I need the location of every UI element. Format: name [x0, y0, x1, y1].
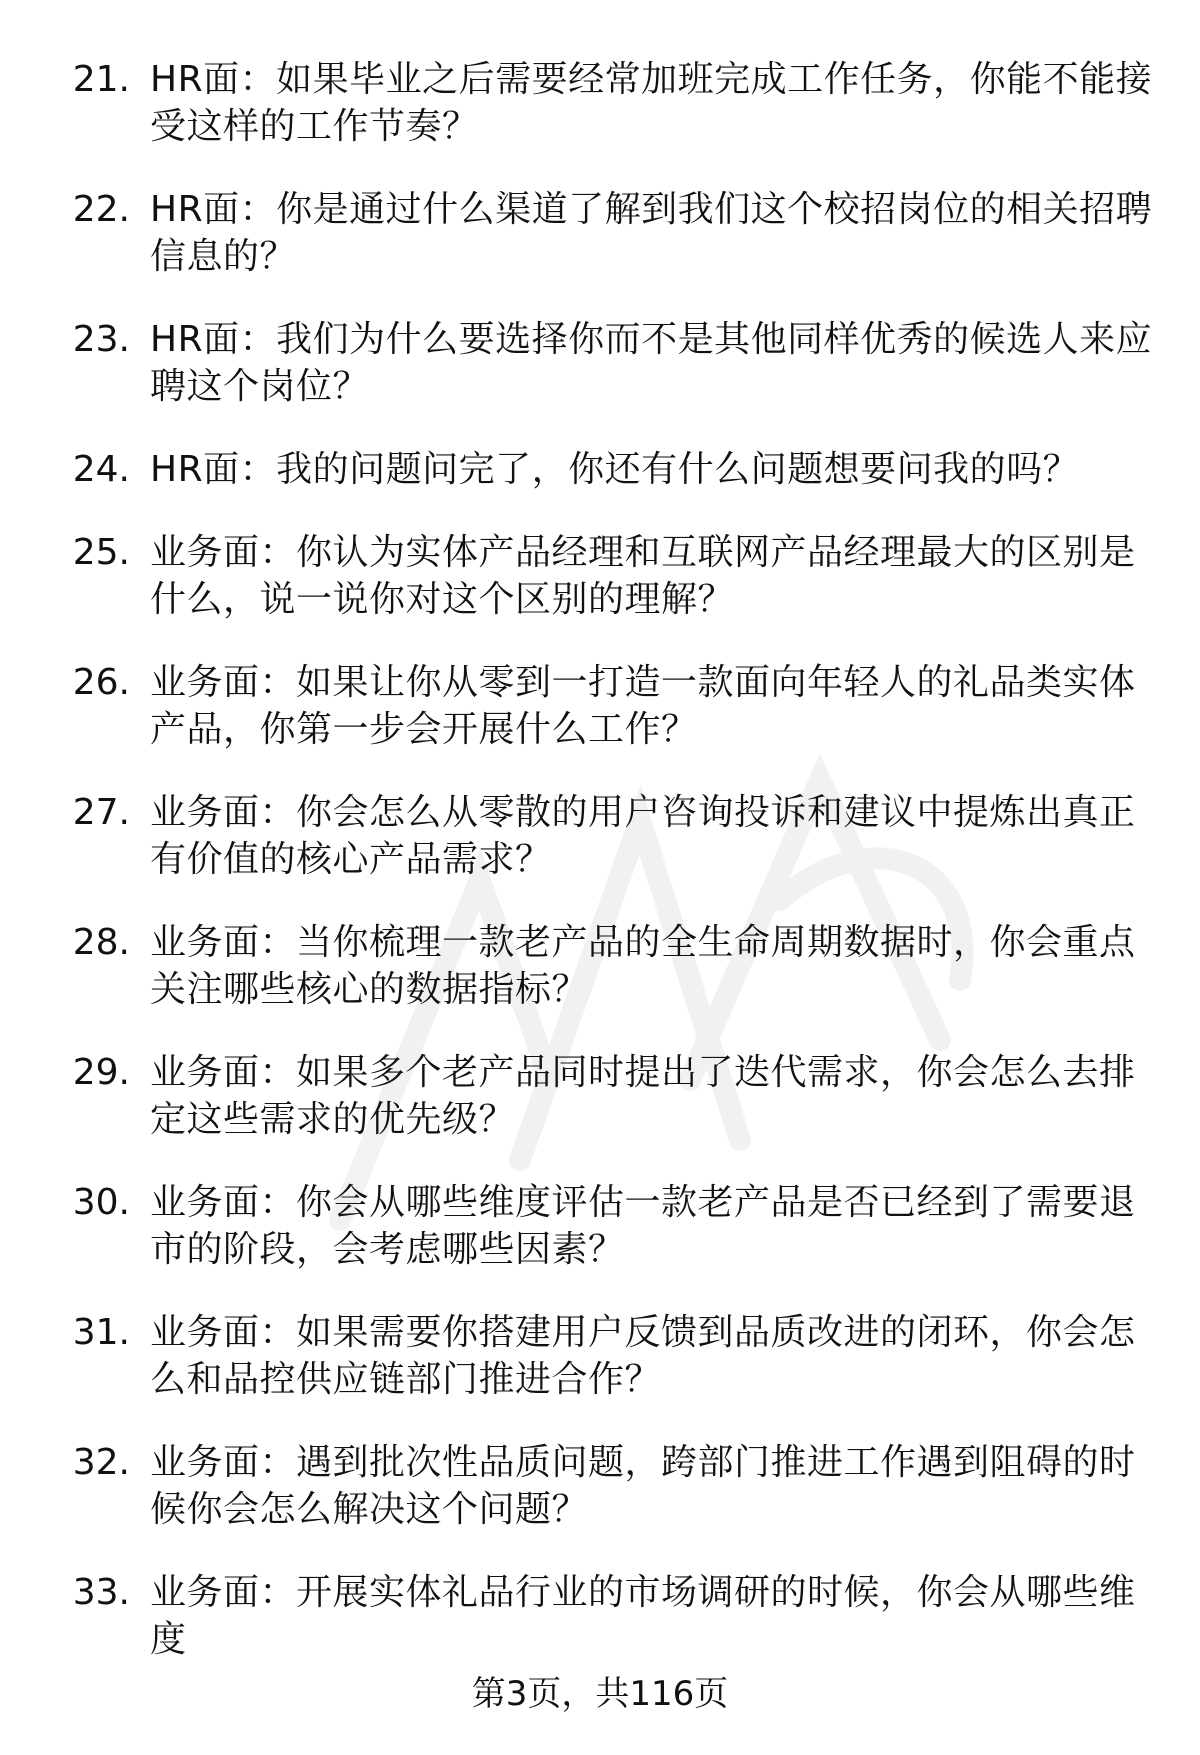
question-number: 23.	[72, 319, 130, 360]
question-number: 28.	[72, 922, 130, 963]
list-item	[0, 56, 1200, 150]
question-text: 业务面：如果让你从零到一打造一款面向年轻人的礼品类实体产品，你第一步会开展什么工作？	[150, 662, 1136, 750]
list-item	[0, 1179, 1200, 1273]
question-text: 业务面：你会从哪些维度评估一款老产品是否已经到了需要退市的阶段，会考虑哪些因素？	[150, 1182, 1136, 1270]
question-number: 25.	[72, 532, 130, 573]
question-text: 业务面：开展实体礼品行业的市场调研的时候，你会从哪些维度	[150, 1572, 1136, 1660]
question-text: 业务面：遇到批次性品质问题，跨部门推进工作遇到阻碍的时候你会怎么解决这个问题？	[150, 1442, 1136, 1530]
list-item	[0, 1439, 1200, 1533]
question-number: 21.	[72, 59, 130, 100]
question-text: 业务面：当你梳理一款老产品的全生命周期数据时，你会重点关注哪些核心的数据指标？	[150, 922, 1136, 1010]
list-item	[0, 659, 1200, 753]
list-item	[0, 446, 1200, 493]
list-item	[0, 186, 1200, 280]
list-item	[0, 316, 1200, 410]
list-item	[0, 529, 1200, 623]
question-number: 29.	[72, 1052, 130, 1093]
question-text: 业务面：你会怎么从零散的用户咨询投诉和建议中提炼出真正有价值的核心产品需求？	[150, 792, 1136, 880]
question-list	[0, 56, 1200, 1699]
question-text: HR面：我的问题问完了，你还有什么问题想要问我的吗？	[150, 449, 1080, 490]
question-number: 32.	[72, 1442, 130, 1483]
list-item	[0, 789, 1200, 883]
list-item	[0, 1309, 1200, 1403]
question-text: 业务面：如果多个老产品同时提出了迭代需求，你会怎么去排定这些需求的优先级？	[150, 1052, 1136, 1140]
question-number: 24.	[72, 449, 130, 490]
question-number: 30.	[72, 1182, 130, 1223]
question-number: 33.	[72, 1572, 130, 1613]
list-item	[0, 919, 1200, 1013]
page-footer: 第3页，共116页	[471, 1674, 729, 1714]
question-text: HR面：我们为什么要选择你而不是其他同样优秀的候选人来应聘这个岗位？	[150, 319, 1153, 407]
question-number: 22.	[72, 189, 130, 230]
question-number: 31.	[72, 1312, 130, 1353]
question-text: 业务面：你认为实体产品经理和互联网产品经理最大的区别是什么，说一说你对这个区别的理解？	[150, 532, 1136, 620]
list-item	[0, 1049, 1200, 1143]
question-text: HR面：你是通过什么渠道了解到我们这个校招岗位的相关招聘信息的？	[150, 189, 1153, 277]
question-text: HR面：如果毕业之后需要经常加班完成工作任务，你能不能接受这样的工作节奏？	[150, 59, 1153, 147]
question-number: 26.	[72, 662, 130, 703]
question-text: 业务面：如果需要你搭建用户反馈到品质改进的闭环，你会怎么和品控供应链部门推进合作？	[150, 1312, 1136, 1400]
list-item	[0, 1569, 1200, 1663]
question-number: 27.	[72, 792, 130, 833]
